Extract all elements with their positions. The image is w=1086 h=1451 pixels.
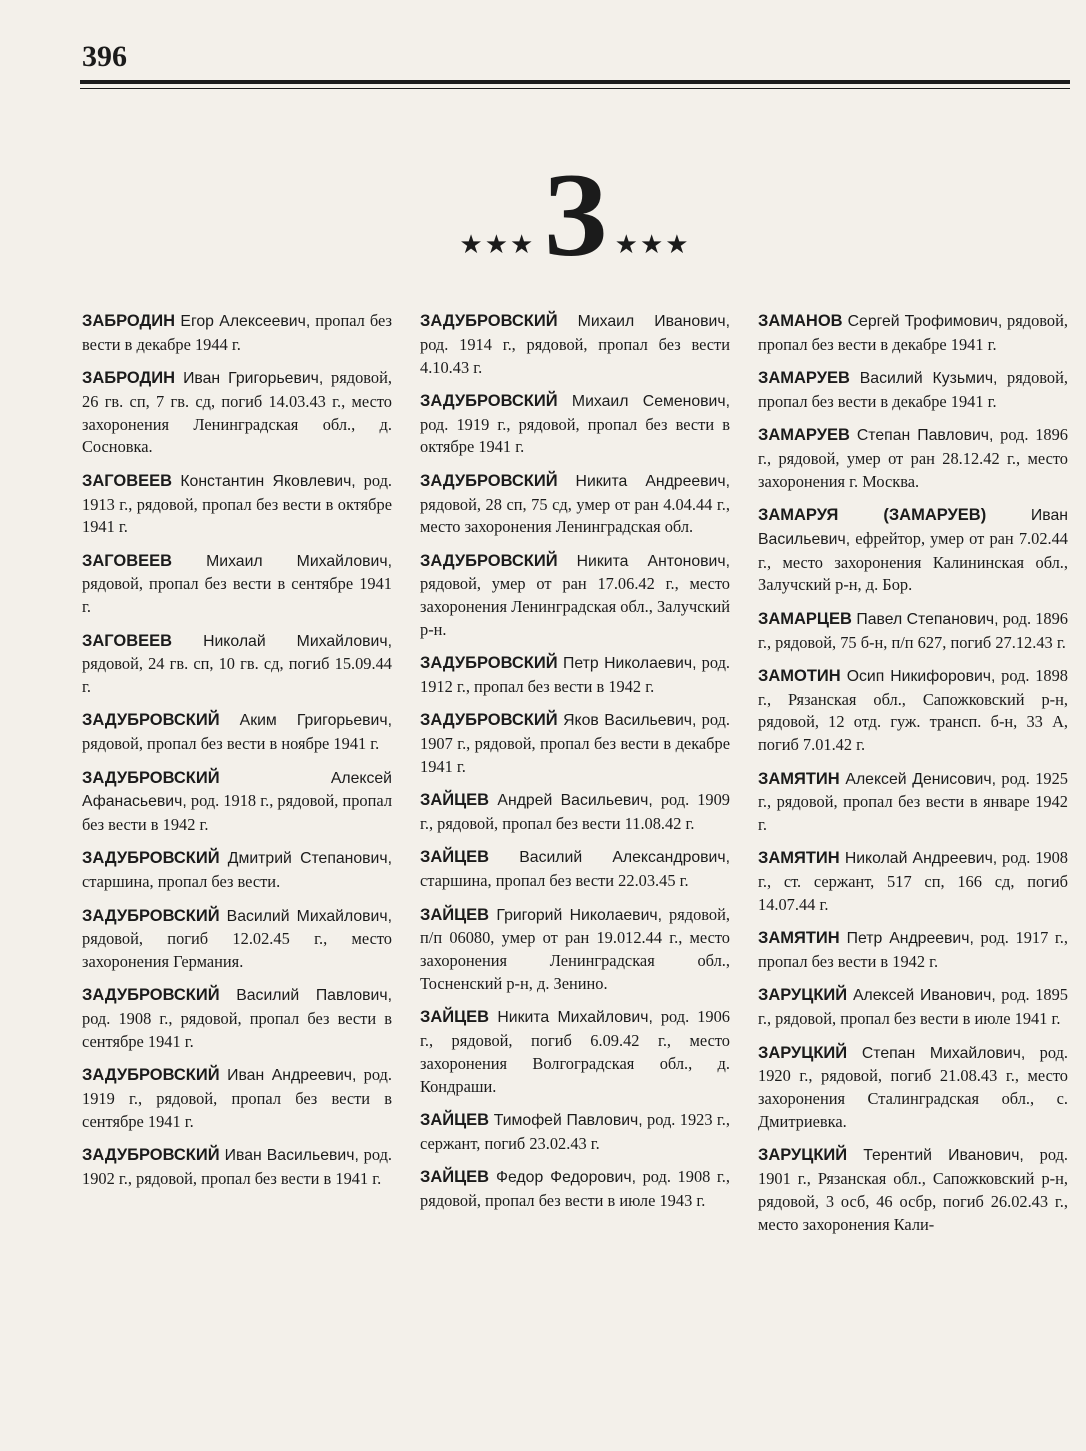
given-name: Иван Андреевич, [219, 1067, 357, 1085]
entry [82, 470, 392, 539]
given-name: Андрей Васильевич, [489, 792, 653, 810]
given-name: Петр Николаевич, [557, 655, 697, 673]
entry [758, 504, 1068, 597]
entry-details: рядовой, погиб 12.02.45 г., место захоронения Германия. [82, 929, 392, 972]
page-number: 396 [82, 40, 127, 73]
entry-details: род. 1896 г., рядовой, умер от ран 28.12.42 г., место захоронения г. Москва. [758, 425, 1068, 491]
surname: ЗАДУБРОВСКИЙ [420, 654, 558, 673]
given-name: Тимофей Павлович, [489, 1111, 643, 1129]
entry-details: рядовой, 28 сп, 75 сд, умер от ран 4.04.44 г., место захоронения Ленинградская обл. [420, 494, 730, 537]
entry [758, 367, 1068, 414]
entry [420, 904, 730, 996]
surname: ЗАМЯТИН [758, 769, 840, 788]
entry-details: род. 1908 г., рядовой, пропал без вести в сентябре 1941 г. [82, 1009, 392, 1052]
entry [82, 847, 392, 894]
given-name: Василий Александрович, [489, 849, 730, 867]
entry [82, 310, 392, 357]
surname: ЗАМЯТИН [758, 849, 840, 868]
surname: ЗАЙЦЕВ [420, 1110, 490, 1129]
given-name: Михаил Семенович, [557, 392, 730, 410]
entry [420, 1166, 730, 1213]
given-name: Степан Павлович, [849, 427, 994, 445]
entry [82, 767, 392, 837]
entry-details: род. 1913 г., рядовой, пропал без вести в октябре 1941 г. [82, 470, 392, 537]
given-name: Иван Васильевич, [219, 1147, 359, 1165]
given-name: Николай Михайлович, [172, 632, 392, 650]
entry-details: рядовой, 26 гв. сп, 7 гв. сд, погиб 14.03.43 г., место захоронения Ленинградская обл., д. Сосновка. [82, 368, 392, 457]
entry-details: рядовой, пропал без вести в ноябре 1941 г. [82, 734, 380, 754]
surname: ЗАДУБРОВСКИЙ [82, 849, 220, 868]
surname: ЗАДУБРОВСКИЙ [420, 471, 558, 490]
given-name: Егор Алексеевич, [175, 313, 311, 330]
surname: ЗАМАРУЯ (ЗАМАРУЕВ) [758, 506, 987, 525]
stars-left: ★★★ [459, 230, 536, 259]
given-name: Алексей Иванович, [847, 987, 996, 1005]
entry [758, 927, 1068, 974]
entry-details: род. 1898 г., Рязанская обл., Сапожковский р-н, рядовой, 12 отд. гуж. трансп. б-н, 33 А, погиб 7.01.42 г. [758, 665, 1068, 755]
given-name: Никита Михайлович, [489, 1009, 653, 1027]
entry-details: род. 1918 г., рядовой, пропал без вести в 1942 г. [82, 791, 392, 835]
entry [82, 550, 392, 619]
given-name: Дмитрий Степанович, [219, 850, 392, 868]
surname: ЗАМАРУЕВ [758, 426, 850, 445]
given-name: Иван Григорьевич, [175, 370, 324, 388]
entry-details: род. 1925 г., рядовой, пропал без вести в январе 1942 г. [758, 768, 1068, 835]
entry-details: род. 1923 г., сержант, погиб 23.02.43 г. [420, 1109, 730, 1153]
entry-details: род. 1896 г., рядовой, 75 б-н, п/п 627, погиб 27.12.43 г. [758, 608, 1068, 652]
entry-details: род. 1901 г., Рязанская обл., Сапожковский р-н, рядовой, 3 осб, 46 осбр, погиб 26.02.43 г., место захоронения Кали- [758, 1145, 1069, 1234]
entry-details: род. 1908 г., ст. сержант, 517 сп, 166 сд, погиб 14.07.44 г. [758, 848, 1068, 915]
section-letter: З [543, 148, 607, 281]
surname: ЗАРУЦКИЙ [758, 986, 848, 1005]
surname: ЗАМОТИН [758, 666, 841, 685]
surname: ЗАМЯТИН [758, 929, 840, 948]
surname: ЗАМАРЦЕВ [758, 609, 852, 628]
surname: ЗАЙЦЕВ [420, 905, 490, 924]
entry-details: рядовой, умер от ран 17.06.42 г., место захоронения Ленинградская обл., Залучский р-н. [420, 574, 730, 640]
given-name: Василий Кузьмич, [849, 370, 998, 388]
surname: ЗАДУБРОВСКИЙ [420, 312, 558, 330]
entry [82, 1064, 392, 1133]
given-name: Петр Андреевич, [839, 930, 974, 948]
entry [82, 905, 392, 974]
entry-details: род. 1908 г., рядовой, пропал без вести в июле 1943 г. [420, 1167, 731, 1210]
given-name: Терентий Иванович, [847, 1147, 1024, 1165]
surname: ЗАДУБРОВСКИЙ [82, 906, 220, 925]
entry [420, 846, 730, 893]
entry [758, 310, 1068, 357]
entry-details: пропал без вести в декабре 1944 г. [82, 311, 392, 354]
surname: ЗАДУБРОВСКИЙ [82, 1066, 220, 1085]
entry [82, 630, 392, 699]
entry [758, 984, 1068, 1031]
entry-details: род. 1912 г., пропал без вести в 1942 г. [420, 653, 730, 697]
entry [82, 367, 392, 459]
given-name: Иван Васильевич, [758, 507, 1068, 548]
entry-details: род. 1914 г., рядовой, пропал без вести 4.10.43 г. [420, 334, 730, 377]
given-name: Никита Антонович, [557, 552, 730, 570]
column-3 [758, 310, 1068, 1247]
entry [420, 470, 730, 539]
surname: ЗАБРОДИН [82, 312, 176, 330]
surname: ЗАГОВЕЕВ [82, 551, 173, 570]
given-name: Осип Никифорович, [840, 667, 996, 685]
entry [82, 709, 392, 756]
entry-details: ефрейтор, умер от ран 7.02.44 г., место захоронения Калининская обл., Залучский р-н, д. Бор. [758, 528, 1068, 595]
surname: ЗАДУБРОВСКИЙ [420, 391, 558, 410]
entry-details: род. 1909 г., рядовой, пропал без вести 11.08.42 г. [420, 790, 730, 834]
entry-details: старшина, пропал без вести. [82, 872, 281, 892]
entry-details: рядовой, пропал без вести в декабре 1941 г. [758, 311, 1068, 354]
given-name: Степан Михайлович, [847, 1044, 1026, 1062]
given-name: Алексей Денисович, [839, 770, 997, 788]
header-rule-thin [80, 88, 1070, 89]
surname: ЗАРУЦКИЙ [758, 1146, 848, 1165]
entry [420, 1006, 730, 1098]
entry-details: род. 1917 г., пропал без вести в 1942 г. [758, 928, 1069, 972]
given-name: Федор Федорович, [489, 1169, 636, 1186]
given-name: Яков Васильевич, [557, 712, 697, 730]
surname: ЗАДУБРОВСКИЙ [82, 1146, 220, 1165]
header-rule [80, 80, 1070, 84]
given-name: Василий Михайлович, [219, 907, 392, 925]
entry [420, 789, 730, 836]
entry [758, 1042, 1068, 1134]
surname: ЗАМАРУЕВ [758, 369, 850, 388]
given-name: Михаил Иванович, [557, 313, 730, 330]
entry [758, 768, 1068, 837]
given-name: Алексей Афанасьевич, [82, 769, 392, 811]
entry [420, 709, 730, 778]
given-name: Сергей Трофимович, [842, 313, 1003, 330]
entry [758, 847, 1068, 916]
entry-details: рядовой, пропал без вести в декабре 1941 г. [758, 368, 1068, 411]
given-name: Никита Андреевич, [557, 472, 730, 490]
entry [758, 608, 1068, 655]
surname: ЗАГОВЕЕВ [82, 631, 173, 650]
given-name: Григорий Николаевич, [489, 906, 663, 924]
given-name: Василий Павлович, [219, 987, 392, 1005]
entry-details: род. 1919 г., рядовой, пропал без вести в октябре 1941 г. [420, 414, 730, 457]
entry-details: рядовой, п/п 06080, умер от ран 19.012.44 г., место захоронения Ленинградская обл., Тосненский р-н, д. Зенино. [420, 904, 730, 993]
entry [420, 390, 730, 459]
entry [82, 1144, 392, 1191]
surname: ЗАМАНОВ [758, 312, 843, 330]
entry-details: род. 1907 г., рядовой, пропал без вести в декабре 1941 г. [420, 710, 730, 777]
entry [420, 652, 730, 699]
entry [420, 1109, 730, 1156]
surname: ЗАДУБРОВСКИЙ [420, 551, 558, 570]
entry [758, 424, 1068, 493]
stars-right: ★★★ [614, 230, 691, 259]
entry [758, 665, 1068, 757]
surname: ЗАДУБРОВСКИЙ [82, 768, 220, 787]
entry [82, 984, 392, 1053]
given-name: Аким Григорьевич, [219, 712, 392, 730]
entry-details: род. 1919 г., рядовой, пропал без вести в сентябре 1941 г. [82, 1065, 392, 1131]
given-name: Константин Яковлевич, [172, 472, 356, 490]
entry-details: род. 1902 г., рядовой, пропал без вести в 1941 г. [82, 1145, 392, 1188]
entry-details: род. 1920 г., рядовой, погиб 21.08.43 г., место захоронения Сталинградская обл., с. Дмитриевка. [758, 1042, 1069, 1131]
surname: ЗАЙЦЕВ [420, 1008, 490, 1027]
given-name: Павел Степанович, [851, 610, 999, 628]
entry-details: рядовой, 24 гв. сп, 10 гв. сд, погиб 15.09.44 г. [82, 654, 392, 697]
surname: ЗАДУБРОВСКИЙ [82, 986, 220, 1005]
entry-details: рядовой, пропал без вести в сентябре 1941 г. [82, 574, 392, 617]
entry [758, 1144, 1068, 1236]
surname: ЗАРУЦКИЙ [758, 1043, 848, 1062]
given-name: Николай Андреевич, [839, 850, 998, 868]
surname: ЗАГОВЕЕВ [82, 471, 173, 490]
surname: ЗАДУБРОВСКИЙ [420, 711, 558, 730]
section-heading [420, 140, 730, 290]
column-1 [82, 310, 392, 1201]
surname: ЗАДУБРОВСКИЙ [82, 711, 220, 730]
entry [420, 310, 730, 379]
surname: ЗАБРОДИН [82, 369, 176, 388]
entry-details: род. 1906 г., рядовой, погиб 6.09.42 г., место захоронения Волгоградская обл., д. Кондраши. [420, 1007, 730, 1096]
given-name: Михаил Михайлович, [172, 552, 392, 570]
surname: ЗАЙЦЕВ [420, 791, 490, 810]
surname: ЗАЙЦЕВ [420, 848, 490, 867]
entry [420, 550, 730, 642]
surname: ЗАЙЦЕВ [420, 1168, 490, 1186]
column-2 [420, 310, 730, 1223]
entry-details: род. 1895 г., рядовой, пропал без вести в июле 1941 г. [758, 985, 1068, 1029]
entry-details: старшина, пропал без вести 22.03.45 г. [420, 871, 689, 891]
